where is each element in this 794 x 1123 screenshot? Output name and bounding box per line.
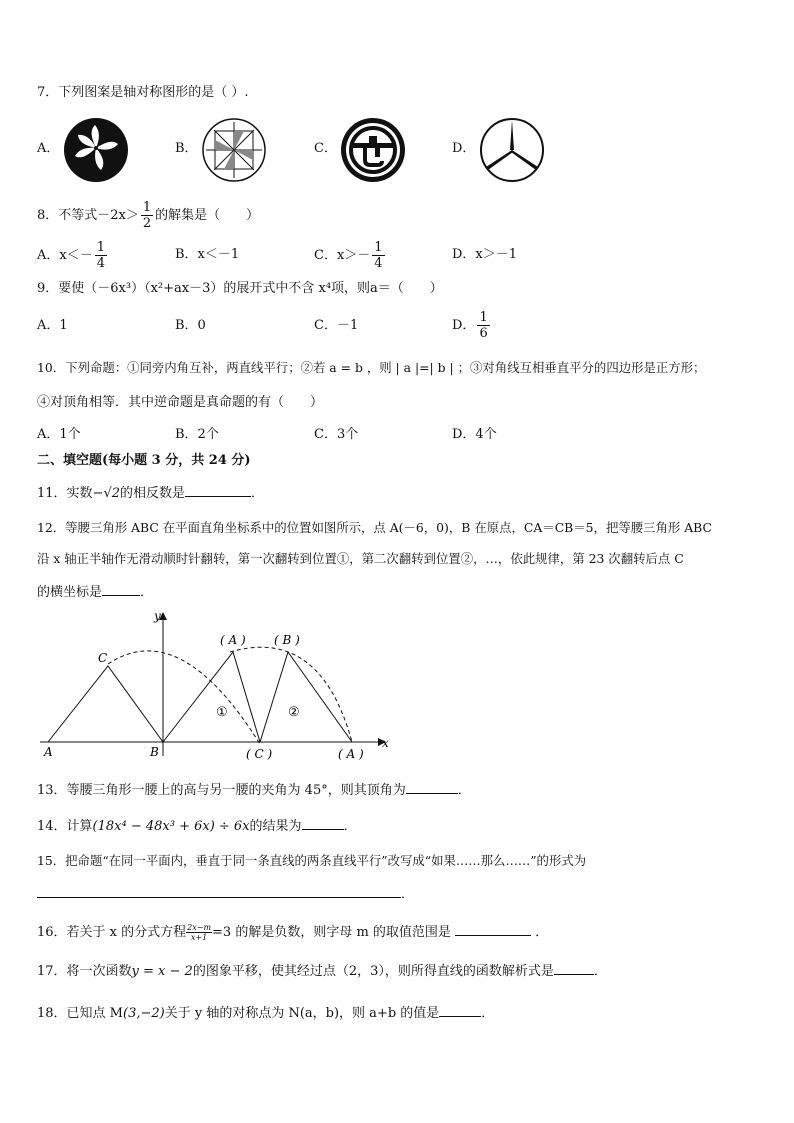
q15-end: ． xyxy=(401,887,415,902)
q9-option-b: B．0 xyxy=(175,318,206,333)
q14-expr: (18x⁴ − 48x³ + 6x) ÷ 6x xyxy=(92,819,250,834)
bauhinia-flower-icon xyxy=(62,117,130,183)
q14-post: 的结果为 xyxy=(249,819,302,834)
q16-post: =3 的解是负数，则字母 m 的取值范围是 xyxy=(212,925,451,940)
q11-pre: 11．实数 xyxy=(37,486,93,501)
q9-option-a: A．1 xyxy=(37,318,68,333)
triangle-position-1 xyxy=(163,652,260,742)
q12-line1: 12．等腰三角形 ABC 在平面直角坐标系中的位置如图所示，点 A(－6，0)，B 在原点，CA＝CB＝5，把等腰三角形 ABC xyxy=(37,520,712,535)
q17-expr: y = x − 2 xyxy=(131,964,193,979)
label-c: C xyxy=(98,651,108,665)
q8-option-b: B．x＜－1 xyxy=(175,247,240,262)
q11-expr: −√2 xyxy=(92,486,120,501)
q8-option-c-frac xyxy=(372,240,384,271)
q11-stem xyxy=(37,483,264,503)
q9-option-d-label: D． xyxy=(452,318,476,333)
q12-end: ． xyxy=(140,585,154,600)
label-b1: ( B ) xyxy=(274,633,300,647)
q8-frac-den: 2 xyxy=(142,216,152,231)
q9-option-c: C．－1 xyxy=(314,318,359,333)
q10-option-a: A．1个 xyxy=(37,427,81,442)
q16-end: ． xyxy=(535,925,549,940)
label-position-2: ② xyxy=(288,705,300,720)
q18-answer-blank[interactable] xyxy=(439,1003,481,1017)
q13-stem xyxy=(37,780,471,800)
q12-triangle-figure xyxy=(30,606,400,766)
q16-frac-num: 2x−m xyxy=(187,923,212,932)
pinwheel-icon xyxy=(200,117,268,183)
q17-end: ． xyxy=(593,964,607,979)
q8-option-c-num: 1 xyxy=(374,240,383,255)
q9-option-d-num: 1 xyxy=(479,310,488,325)
q12-answer-blank[interactable] xyxy=(102,582,140,596)
q14-end: ． xyxy=(343,819,357,834)
q17-post: 的图象平移，使其经过点（2，3），则所得直线的函数解析式是 xyxy=(192,964,554,979)
q15-answer-line xyxy=(37,884,414,904)
y-axis-label: y xyxy=(154,609,161,623)
triangle-original xyxy=(48,666,163,742)
q9-option-d-frac xyxy=(477,310,489,341)
q15-stem: 15．把命题“在同一平面内，垂直于同一条直线的两条直线平行”改写成“如果……那么……”的形式为 xyxy=(37,853,587,868)
q17-answer-blank[interactable] xyxy=(554,961,594,975)
q11-answer-blank[interactable] xyxy=(185,483,251,497)
q7-option-a-label: A． xyxy=(37,141,60,156)
q8-stem-post: 的解集是（ ） xyxy=(155,208,260,223)
q16-stem xyxy=(37,922,548,942)
q10-stem-line2: ④对顶角相等．其中逆命题是真命题的有（ ） xyxy=(37,395,324,410)
q9-option-d-den: 6 xyxy=(479,326,488,341)
q8-option-a-label: A．x＜－ xyxy=(37,248,93,263)
q7-option-b-label: B． xyxy=(175,141,198,156)
three-pointed-star-icon xyxy=(478,117,546,183)
q17-pre: 17．将一次函数 xyxy=(37,964,132,979)
q9-stem: 9．要使（－6x³）（x²+ax－3）的展开式中不含 x⁴项，则a＝（ ） xyxy=(37,281,443,296)
q16-answer-blank[interactable] xyxy=(455,922,531,936)
q8-option-a xyxy=(37,240,109,271)
q9-option-d xyxy=(452,310,492,341)
q11-post: 的相反数是 xyxy=(120,486,186,501)
q16-frac-den: x+1 xyxy=(190,933,208,942)
q16-pre: 16．若关于 x 的分式方程 xyxy=(37,925,187,940)
q8-option-a-frac xyxy=(95,240,107,271)
q8-option-a-den: 4 xyxy=(96,256,106,271)
x-axis-label: x xyxy=(382,736,389,750)
q14-answer-blank[interactable] xyxy=(302,816,344,830)
q18-pre: 18．已知点 M xyxy=(37,1006,123,1021)
q10-option-d: D．4个 xyxy=(452,427,497,442)
q18-post: 关于 y 轴的对称点为 N(a，b)，则 a+b 的值是 xyxy=(164,1006,440,1021)
q8-fraction xyxy=(141,200,153,231)
q8-option-c-den: 4 xyxy=(374,256,383,271)
label-position-1: ① xyxy=(216,705,228,720)
q8-option-c-label: C．x＞－ xyxy=(314,248,371,263)
label-a: A xyxy=(44,745,53,759)
q17-stem xyxy=(37,961,607,981)
q12-line3 xyxy=(37,582,153,602)
q12-line2: 沿 x 轴正半轴作无滑动顺时针翻转，第一次翻转到位置①，第二次翻转到位置②，…，依此规律，第 23 次翻转后点 C xyxy=(37,551,684,566)
q18-end: ． xyxy=(481,1006,495,1021)
circular-logo-icon xyxy=(338,116,408,184)
q8-stem-pre: 8．不等式－2x＞ xyxy=(37,208,139,223)
q16-fraction xyxy=(186,923,212,942)
triangle-position-2 xyxy=(260,652,352,742)
q7-option-d-label: D． xyxy=(452,141,476,156)
q10-option-c: C．3个 xyxy=(314,427,359,442)
label-a2: ( A ) xyxy=(338,747,364,761)
q14-stem xyxy=(37,816,357,836)
q8-option-c xyxy=(314,240,387,271)
label-a1: ( A ) xyxy=(220,633,246,647)
q8-option-d: D．x＞－1 xyxy=(452,247,518,262)
q18-stem xyxy=(37,1003,494,1023)
q13-end: ． xyxy=(457,783,471,798)
q7-option-c-label: C． xyxy=(314,141,337,156)
dashed-arc-2 xyxy=(230,647,352,742)
q15-answer-blank[interactable] xyxy=(37,884,401,898)
q12-line3-text: 的横坐标是 xyxy=(37,585,103,600)
q13-answer-blank[interactable] xyxy=(406,780,458,794)
q10-stem-line1: 10．下列命题：①同旁内角互补，两直线平行；②若 a = b ，则 | a |=| b | ；③对角线互相垂直平分的四边形是正方形； xyxy=(37,360,706,375)
q18-expr: (3,−2) xyxy=(123,1006,165,1021)
q11-end: ． xyxy=(251,486,265,501)
q10-option-b: B．2个 xyxy=(175,427,219,442)
q8-stem xyxy=(37,200,259,231)
label-b: B xyxy=(150,745,159,759)
q8-option-a-num: 1 xyxy=(96,240,106,255)
q8-frac-num: 1 xyxy=(142,200,152,215)
q13-text: 13．等腰三角形一腰上的高与另一腰的夹角为 45°，则其顶角为 xyxy=(37,783,406,798)
label-c1: ( C ) xyxy=(246,747,273,761)
q7-stem: 7．下列图案是轴对称图形的是（ ）. xyxy=(37,85,249,100)
section-2-title: 二、填空题(每小题 3 分，共 24 分) xyxy=(37,453,251,468)
q14-pre: 14．计算 xyxy=(37,819,93,834)
